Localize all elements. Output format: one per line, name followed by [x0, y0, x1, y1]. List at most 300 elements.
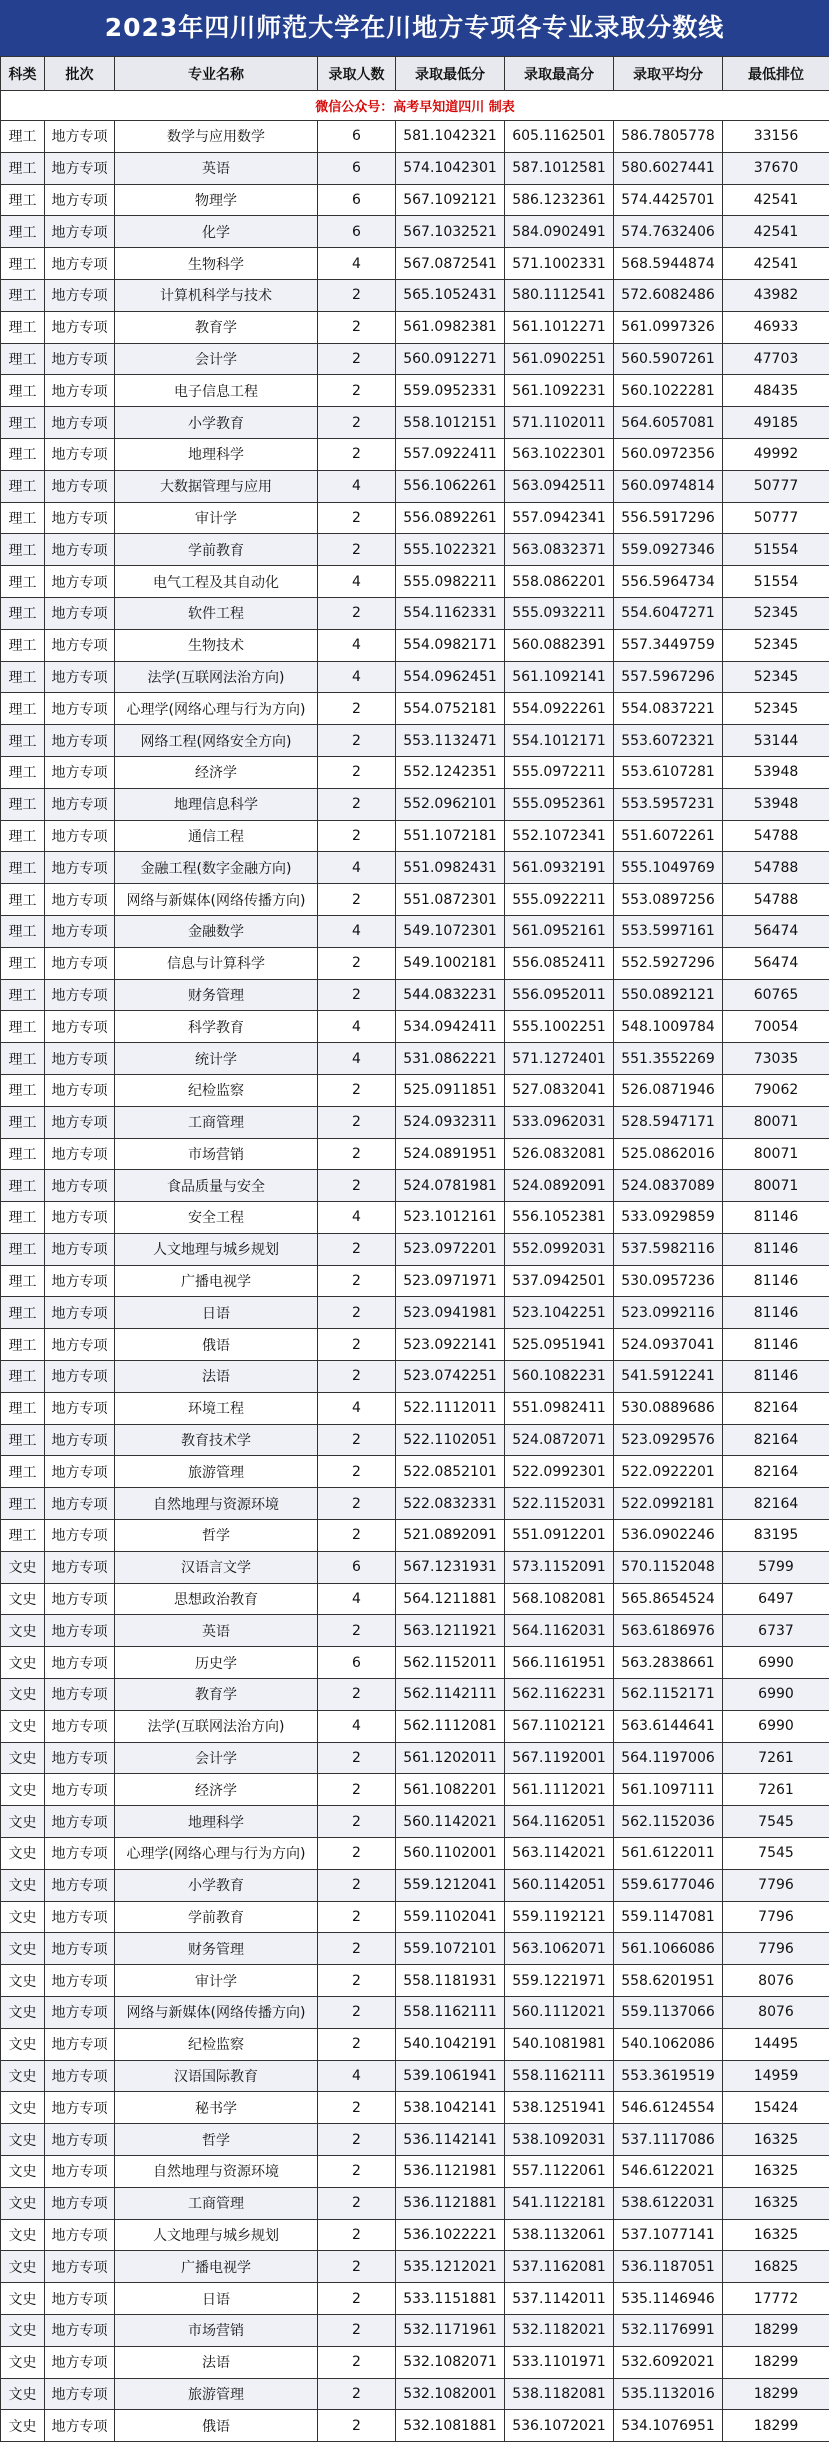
cell-category: 理工 [1, 725, 45, 757]
cell-max-score: 556.0852411 [505, 947, 614, 979]
cell-min-rank: 82164 [723, 1456, 829, 1488]
cell-admitted-count: 2 [318, 1742, 396, 1774]
cell-max-score: 554.0922261 [505, 693, 614, 725]
cell-avg-score: 556.5964734 [614, 566, 723, 598]
table-row [1, 438, 829, 470]
cell-max-score: 561.1092141 [505, 661, 614, 693]
cell-avg-score: 551.6072261 [614, 820, 723, 852]
cell-batch: 地方专项 [45, 1965, 115, 1997]
header-admitted-count: 录取人数 [318, 57, 396, 91]
cell-min-score: 559.1212041 [396, 1869, 505, 1901]
cell-category: 理工 [1, 1488, 45, 1520]
cell-avg-score: 522.0922201 [614, 1456, 723, 1488]
cell-major: 金融数学 [115, 915, 318, 947]
cell-max-score: 526.0832081 [505, 1138, 614, 1170]
cell-avg-score: 553.5997161 [614, 915, 723, 947]
cell-batch: 地方专项 [45, 852, 115, 884]
cell-min-rank: 7796 [723, 1869, 829, 1901]
cell-admitted-count: 2 [318, 1679, 396, 1711]
cell-min-score: 551.1072181 [396, 820, 505, 852]
cell-batch: 地方专项 [45, 152, 115, 184]
cell-batch: 地方专项 [45, 534, 115, 566]
cell-category: 文史 [1, 2346, 45, 2378]
cell-admitted-count: 2 [318, 1106, 396, 1138]
cell-major: 电气工程及其自动化 [115, 566, 318, 598]
cell-batch: 地方专项 [45, 1043, 115, 1075]
cell-batch: 地方专项 [45, 438, 115, 470]
cell-category: 文史 [1, 2378, 45, 2410]
cell-min-score: 567.1092121 [396, 184, 505, 216]
cell-max-score: 524.0892091 [505, 1170, 614, 1202]
cell-max-score: 563.0942511 [505, 470, 614, 502]
cell-category: 理工 [1, 1170, 45, 1202]
cell-major: 数学与应用数学 [115, 121, 318, 153]
cell-min-rank: 14959 [723, 2060, 829, 2092]
table-row [1, 2156, 829, 2188]
cell-admitted-count: 2 [318, 1138, 396, 1170]
table-row [1, 1043, 829, 1075]
cell-admitted-count: 4 [318, 629, 396, 661]
cell-max-score: 562.1162231 [505, 1679, 614, 1711]
cell-min-rank: 5799 [723, 1551, 829, 1583]
cell-major: 计算机科学与技术 [115, 279, 318, 311]
cell-min-rank: 15424 [723, 2092, 829, 2124]
cell-category: 理工 [1, 152, 45, 184]
cell-category: 文史 [1, 1933, 45, 1965]
cell-batch: 地方专项 [45, 915, 115, 947]
cell-min-score: 557.0922411 [396, 438, 505, 470]
cell-major: 经济学 [115, 756, 318, 788]
cell-avg-score: 523.0992116 [614, 1297, 723, 1329]
cell-min-rank: 53948 [723, 788, 829, 820]
cell-major: 大数据管理与应用 [115, 470, 318, 502]
cell-max-score: 554.1012171 [505, 725, 614, 757]
cell-avg-score: 570.1152048 [614, 1551, 723, 1583]
cell-min-rank: 81146 [723, 1297, 829, 1329]
cell-max-score: 555.0932211 [505, 597, 614, 629]
cell-min-rank: 81146 [723, 1233, 829, 1265]
cell-batch: 地方专项 [45, 1901, 115, 1933]
cell-category: 理工 [1, 947, 45, 979]
table-row [1, 1901, 829, 1933]
cell-major: 通信工程 [115, 820, 318, 852]
cell-max-score: 538.1132061 [505, 2219, 614, 2251]
cell-avg-score: 561.1066086 [614, 1933, 723, 1965]
cell-category: 理工 [1, 629, 45, 661]
cell-major: 心理学(网络心理与行为方向) [115, 693, 318, 725]
cell-admitted-count: 6 [318, 184, 396, 216]
cell-major: 历史学 [115, 1647, 318, 1679]
cell-category: 文史 [1, 2187, 45, 2219]
table-row [1, 1265, 829, 1297]
cell-min-rank: 16325 [723, 2219, 829, 2251]
cell-max-score: 563.1022301 [505, 438, 614, 470]
notice-row [1, 91, 829, 121]
cell-min-score: 522.0852101 [396, 1456, 505, 1488]
cell-min-rank: 17772 [723, 2283, 829, 2315]
cell-batch: 地方专项 [45, 343, 115, 375]
cell-major: 教育学 [115, 311, 318, 343]
cell-major: 审计学 [115, 502, 318, 534]
cell-major: 俄语 [115, 2410, 318, 2442]
cell-major: 安全工程 [115, 1202, 318, 1234]
cell-min-rank: 80071 [723, 1106, 829, 1138]
cell-min-score: 558.1162111 [396, 1997, 505, 2029]
cell-major: 电子信息工程 [115, 375, 318, 407]
cell-batch: 地方专项 [45, 2156, 115, 2188]
cell-batch: 地方专项 [45, 2060, 115, 2092]
cell-major: 财务管理 [115, 979, 318, 1011]
cell-min-rank: 81146 [723, 1265, 829, 1297]
cell-major: 市场营销 [115, 1138, 318, 1170]
cell-min-score: 522.1102051 [396, 1424, 505, 1456]
cell-max-score: 571.1002331 [505, 248, 614, 280]
cell-major: 学前教育 [115, 1901, 318, 1933]
cell-max-score: 571.1272401 [505, 1043, 614, 1075]
cell-admitted-count: 2 [318, 1488, 396, 1520]
cell-min-rank: 70054 [723, 1011, 829, 1043]
cell-min-rank: 16825 [723, 2251, 829, 2283]
cell-category: 文史 [1, 2092, 45, 2124]
cell-max-score: 557.1122061 [505, 2156, 614, 2188]
cell-admitted-count: 2 [318, 311, 396, 343]
cell-major: 地理科学 [115, 438, 318, 470]
cell-max-score: 537.1142011 [505, 2283, 614, 2315]
cell-batch: 地方专项 [45, 629, 115, 661]
cell-category: 理工 [1, 693, 45, 725]
table-row [1, 2219, 829, 2251]
cell-avg-score: 537.5982116 [614, 1233, 723, 1265]
cell-min-score: 562.1152011 [396, 1647, 505, 1679]
cell-batch: 地方专项 [45, 725, 115, 757]
cell-min-score: 535.1212021 [396, 2251, 505, 2283]
cell-min-rank: 54788 [723, 820, 829, 852]
header-major: 专业名称 [115, 57, 318, 91]
cell-min-rank: 50777 [723, 470, 829, 502]
cell-admitted-count: 4 [318, 1043, 396, 1075]
cell-category: 理工 [1, 1106, 45, 1138]
table-row [1, 534, 829, 566]
cell-admitted-count: 2 [318, 1933, 396, 1965]
cell-min-score: 567.1231931 [396, 1551, 505, 1583]
cell-max-score: 605.1162501 [505, 121, 614, 153]
cell-admitted-count: 2 [318, 2314, 396, 2346]
cell-category: 文史 [1, 2060, 45, 2092]
cell-admitted-count: 4 [318, 1710, 396, 1742]
cell-min-rank: 43982 [723, 279, 829, 311]
cell-admitted-count: 2 [318, 2251, 396, 2283]
cell-min-score: 551.0872301 [396, 884, 505, 916]
cell-major: 思想政治教育 [115, 1583, 318, 1615]
cell-max-score: 556.1052381 [505, 1202, 614, 1234]
table-row [1, 661, 829, 693]
cell-category: 理工 [1, 1265, 45, 1297]
cell-major: 网络工程(网络安全方向) [115, 725, 318, 757]
cell-min-score: 525.0911851 [396, 1074, 505, 1106]
cell-max-score: 552.0992031 [505, 1233, 614, 1265]
table-row [1, 1965, 829, 1997]
cell-category: 理工 [1, 979, 45, 1011]
cell-major: 秘书学 [115, 2092, 318, 2124]
cell-max-score: 533.0962031 [505, 1106, 614, 1138]
table-row [1, 1551, 829, 1583]
cell-batch: 地方专项 [45, 2219, 115, 2251]
cell-min-score: 539.1061941 [396, 2060, 505, 2092]
cell-admitted-count: 2 [318, 2092, 396, 2124]
cell-admitted-count: 2 [318, 1329, 396, 1361]
cell-admitted-count: 4 [318, 852, 396, 884]
cell-min-rank: 82164 [723, 1392, 829, 1424]
table-row [1, 947, 829, 979]
cell-avg-score: 534.1076951 [614, 2410, 723, 2442]
table-row [1, 407, 829, 439]
cell-category: 文史 [1, 1997, 45, 2029]
cell-category: 文史 [1, 1901, 45, 1933]
cell-batch: 地方专项 [45, 1551, 115, 1583]
table-row [1, 1583, 829, 1615]
cell-category: 理工 [1, 1043, 45, 1075]
cell-admitted-count: 2 [318, 1997, 396, 2029]
cell-major: 网络与新媒体(网络传播方向) [115, 1997, 318, 2029]
cell-max-score: 566.1161951 [505, 1647, 614, 1679]
table-row [1, 1074, 829, 1106]
cell-major: 哲学 [115, 2124, 318, 2156]
cell-batch: 地方专项 [45, 248, 115, 280]
cell-major: 心理学(网络心理与行为方向) [115, 1838, 318, 1870]
cell-admitted-count: 2 [318, 884, 396, 916]
cell-min-rank: 51554 [723, 566, 829, 598]
cell-batch: 地方专项 [45, 1233, 115, 1265]
cell-min-score: 549.1002181 [396, 947, 505, 979]
cell-min-rank: 6990 [723, 1679, 829, 1711]
header-avg-score: 录取平均分 [614, 57, 723, 91]
cell-batch: 地方专项 [45, 1520, 115, 1552]
cell-major: 审计学 [115, 1965, 318, 1997]
cell-min-rank: 18299 [723, 2314, 829, 2346]
cell-min-rank: 46933 [723, 311, 829, 343]
table-row [1, 979, 829, 1011]
cell-batch: 地方专项 [45, 1710, 115, 1742]
cell-min-rank: 56474 [723, 915, 829, 947]
cell-major: 地理信息科学 [115, 788, 318, 820]
table-row [1, 1329, 829, 1361]
cell-major: 金融工程(数字金融方向) [115, 852, 318, 884]
cell-admitted-count: 2 [318, 375, 396, 407]
header-min-score: 录取最低分 [396, 57, 505, 91]
cell-admitted-count: 2 [318, 947, 396, 979]
cell-max-score: 551.0912201 [505, 1520, 614, 1552]
cell-avg-score: 523.0929576 [614, 1424, 723, 1456]
table-row [1, 788, 829, 820]
cell-max-score: 561.0902251 [505, 343, 614, 375]
table-row [1, 820, 829, 852]
cell-admitted-count: 4 [318, 1583, 396, 1615]
cell-avg-score: 556.5917296 [614, 502, 723, 534]
cell-category: 理工 [1, 756, 45, 788]
cell-category: 理工 [1, 1520, 45, 1552]
cell-min-score: 554.0752181 [396, 693, 505, 725]
cell-min-score: 559.0952331 [396, 375, 505, 407]
cell-avg-score: 540.1062086 [614, 2028, 723, 2060]
cell-min-score: 524.0932311 [396, 1106, 505, 1138]
cell-major: 化学 [115, 216, 318, 248]
cell-batch: 地方专项 [45, 947, 115, 979]
cell-max-score: 525.0951941 [505, 1329, 614, 1361]
cell-min-score: 555.1022321 [396, 534, 505, 566]
cell-min-score: 564.1211881 [396, 1583, 505, 1615]
cell-min-score: 531.0862221 [396, 1043, 505, 1075]
table-row [1, 2124, 829, 2156]
cell-major: 自然地理与资源环境 [115, 1488, 318, 1520]
cell-batch: 地方专项 [45, 1392, 115, 1424]
cell-category: 文史 [1, 1742, 45, 1774]
header-min-rank: 最低排位 [723, 57, 829, 91]
cell-max-score: 538.1182081 [505, 2378, 614, 2410]
page-title: 2023年四川师范大学在川地方专项各专业录取分数线 [0, 0, 829, 56]
cell-batch: 地方专项 [45, 502, 115, 534]
cell-avg-score: 532.6092021 [614, 2346, 723, 2378]
cell-category: 理工 [1, 1011, 45, 1043]
cell-batch: 地方专项 [45, 2346, 115, 2378]
cell-category: 理工 [1, 438, 45, 470]
cell-batch: 地方专项 [45, 1583, 115, 1615]
cell-max-score: 537.1162081 [505, 2251, 614, 2283]
cell-max-score: 561.1012271 [505, 311, 614, 343]
cell-min-rank: 52345 [723, 661, 829, 693]
cell-max-score: 561.0952161 [505, 915, 614, 947]
cell-admitted-count: 4 [318, 1202, 396, 1234]
cell-category: 理工 [1, 343, 45, 375]
cell-avg-score: 563.6186976 [614, 1615, 723, 1647]
cell-major: 经济学 [115, 1774, 318, 1806]
cell-major: 网络与新媒体(网络传播方向) [115, 884, 318, 916]
cell-max-score: 532.1182021 [505, 2314, 614, 2346]
table-row [1, 152, 829, 184]
cell-avg-score: 562.1152171 [614, 1679, 723, 1711]
table-row [1, 756, 829, 788]
cell-admitted-count: 2 [318, 1615, 396, 1647]
cell-category: 理工 [1, 1297, 45, 1329]
cell-avg-score: 551.3552269 [614, 1043, 723, 1075]
cell-category: 理工 [1, 661, 45, 693]
cell-major: 工商管理 [115, 1106, 318, 1138]
cell-min-score: 523.0971971 [396, 1265, 505, 1297]
cell-min-score: 560.1102001 [396, 1838, 505, 1870]
cell-major: 会计学 [115, 1742, 318, 1774]
cell-category: 理工 [1, 502, 45, 534]
table-row [1, 884, 829, 916]
cell-min-rank: 47703 [723, 343, 829, 375]
cell-major: 英语 [115, 1615, 318, 1647]
cell-category: 理工 [1, 121, 45, 153]
cell-avg-score: 586.7805778 [614, 121, 723, 153]
cell-category: 理工 [1, 852, 45, 884]
table-row [1, 2283, 829, 2315]
cell-major: 市场营销 [115, 2314, 318, 2346]
cell-batch: 地方专项 [45, 1679, 115, 1711]
cell-category: 理工 [1, 1138, 45, 1170]
table-row [1, 1138, 829, 1170]
cell-major: 信息与计算科学 [115, 947, 318, 979]
cell-major: 人文地理与城乡规划 [115, 1233, 318, 1265]
cell-max-score: 560.0882391 [505, 629, 614, 661]
cell-min-score: 559.1102041 [396, 1901, 505, 1933]
cell-major: 俄语 [115, 1329, 318, 1361]
cell-max-score: 561.1112021 [505, 1774, 614, 1806]
table-row [1, 1011, 829, 1043]
cell-avg-score: 574.7632406 [614, 216, 723, 248]
cell-avg-score: 572.6082486 [614, 279, 723, 311]
cell-max-score: 561.1092231 [505, 375, 614, 407]
cell-admitted-count: 2 [318, 756, 396, 788]
cell-major: 教育学 [115, 1679, 318, 1711]
cell-batch: 地方专项 [45, 1456, 115, 1488]
cell-min-score: 532.1082001 [396, 2378, 505, 2410]
cell-avg-score: 557.3449759 [614, 629, 723, 661]
cell-max-score: 524.0872071 [505, 1424, 614, 1456]
cell-max-score: 560.1112021 [505, 1997, 614, 2029]
cell-admitted-count: 2 [318, 2124, 396, 2156]
cell-category: 理工 [1, 597, 45, 629]
cell-batch: 地方专项 [45, 693, 115, 725]
cell-batch: 地方专项 [45, 1838, 115, 1870]
cell-avg-score: 564.1197006 [614, 1742, 723, 1774]
table-row [1, 1297, 829, 1329]
cell-batch: 地方专项 [45, 1774, 115, 1806]
cell-min-score: 554.0962451 [396, 661, 505, 693]
cell-min-score: 567.1032521 [396, 216, 505, 248]
cell-max-score: 556.0952011 [505, 979, 614, 1011]
cell-admitted-count: 4 [318, 2060, 396, 2092]
cell-category: 理工 [1, 788, 45, 820]
cell-avg-score: 565.8654524 [614, 1583, 723, 1615]
table-row [1, 311, 829, 343]
cell-admitted-count: 2 [318, 1520, 396, 1552]
cell-min-rank: 7796 [723, 1901, 829, 1933]
table-row [1, 1424, 829, 1456]
cell-avg-score: 528.5947171 [614, 1106, 723, 1138]
cell-min-rank: 7261 [723, 1774, 829, 1806]
cell-batch: 地方专项 [45, 1424, 115, 1456]
cell-avg-score: 555.1049769 [614, 852, 723, 884]
cell-avg-score: 568.5944874 [614, 248, 723, 280]
cell-min-rank: 7796 [723, 1933, 829, 1965]
cell-min-rank: 81146 [723, 1202, 829, 1234]
table-row [1, 1869, 829, 1901]
cell-min-score: 532.1081881 [396, 2410, 505, 2442]
table-row [1, 2378, 829, 2410]
cell-avg-score: 546.6124554 [614, 2092, 723, 2124]
cell-min-rank: 48435 [723, 375, 829, 407]
cell-min-score: 538.1042141 [396, 2092, 505, 2124]
table-row [1, 375, 829, 407]
cell-min-rank: 33156 [723, 121, 829, 153]
cell-min-rank: 52345 [723, 629, 829, 661]
table-row [1, 279, 829, 311]
cell-major: 生物科学 [115, 248, 318, 280]
cell-category: 理工 [1, 470, 45, 502]
table-row [1, 248, 829, 280]
cell-batch: 地方专项 [45, 566, 115, 598]
cell-min-score: 555.0982211 [396, 566, 505, 598]
cell-admitted-count: 2 [318, 407, 396, 439]
cell-admitted-count: 2 [318, 1869, 396, 1901]
cell-avg-score: 524.0937041 [614, 1329, 723, 1361]
cell-batch: 地方专项 [45, 1806, 115, 1838]
cell-min-rank: 18299 [723, 2410, 829, 2442]
cell-major: 统计学 [115, 1043, 318, 1075]
cell-category: 理工 [1, 820, 45, 852]
